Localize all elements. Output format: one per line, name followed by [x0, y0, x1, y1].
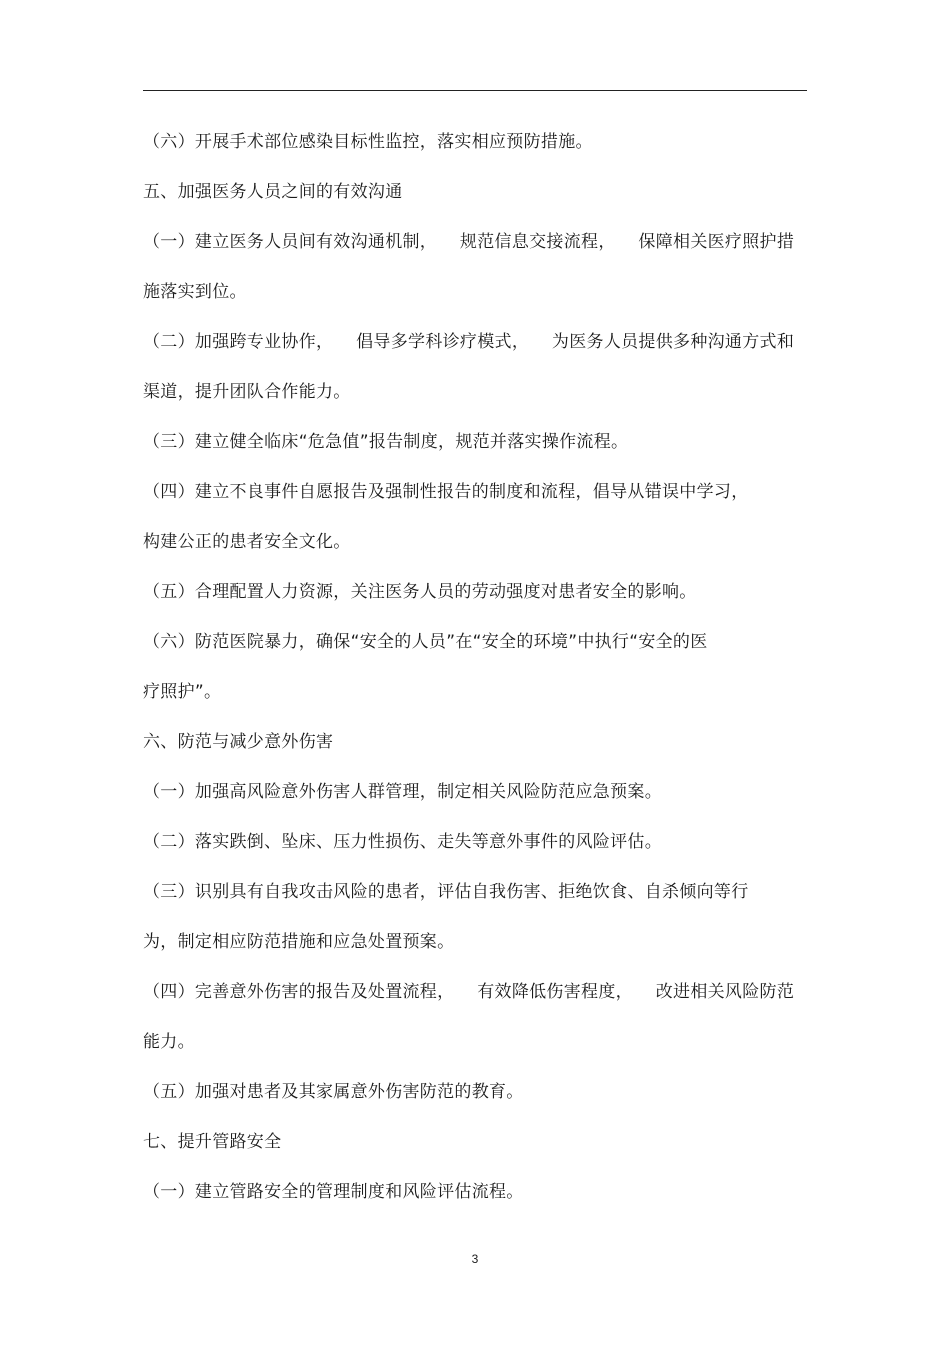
text-line: （四）完善意外伤害的报告及处置流程， 有效降低伤害程度， 改进相关风险防范 [143, 982, 795, 1002]
text-line: （三）建立健全临床“危急值”报告制度，规范并落实操作流程。 [143, 432, 629, 452]
text-line: 疗照护”。 [143, 682, 222, 702]
text-line: （五）合理配置人力资源，关注医务人员的劳动强度对患者安全的影响。 [143, 582, 697, 602]
text-line: 渠道，提升团队合作能力。 [143, 382, 351, 402]
text-line: 施落实到位。 [143, 282, 247, 302]
text-line: （一）建立医务人员间有效沟通机制， 规范信息交接流程， 保障相关医疗照护措 [143, 232, 795, 252]
page-number: 3 [471, 1252, 479, 1266]
header-rule [143, 90, 807, 91]
text-line: （二）加强跨专业协作， 倡导多学科诊疗模式， 为医务人员提供多种沟通方式和 [143, 332, 795, 352]
text-line: 能力。 [143, 1032, 195, 1052]
text-line: （一）建立管路安全的管理制度和风险评估流程。 [143, 1182, 524, 1202]
text-line: （六）防范医院暴力，确保“安全的人员”在“安全的环境”中执行“安全的医 [143, 632, 708, 652]
text-line: （一）加强高风险意外伤害人群管理，制定相关风险防范应急预案。 [143, 782, 662, 802]
section-heading: 七、提升管路安全 [143, 1132, 282, 1152]
text-line: （五）加强对患者及其家属意外伤害防范的教育。 [143, 1082, 524, 1102]
text-line: 构建公正的患者安全文化。 [143, 532, 351, 552]
text-line: （三）识别具有自我攻击风险的患者，评估自我伤害、拒绝饮食、自杀倾向等行 [143, 882, 749, 902]
text-line: （二）落实跌倒、坠床、压力性损伤、走失等意外事件的风险评估。 [143, 832, 662, 852]
text-line: 为，制定相应防范措施和应急处置预案。 [143, 932, 455, 952]
text-line: （六）开展手术部位感染目标性监控，落实相应预防措施。 [143, 132, 593, 152]
section-heading: 六、防范与减少意外伤害 [143, 732, 334, 752]
section-heading: 五、加强医务人员之间的有效沟通 [143, 182, 403, 202]
text-line: （四）建立不良事件自愿报告及强制性报告的制度和流程，倡导从错误中学习， [143, 482, 749, 502]
